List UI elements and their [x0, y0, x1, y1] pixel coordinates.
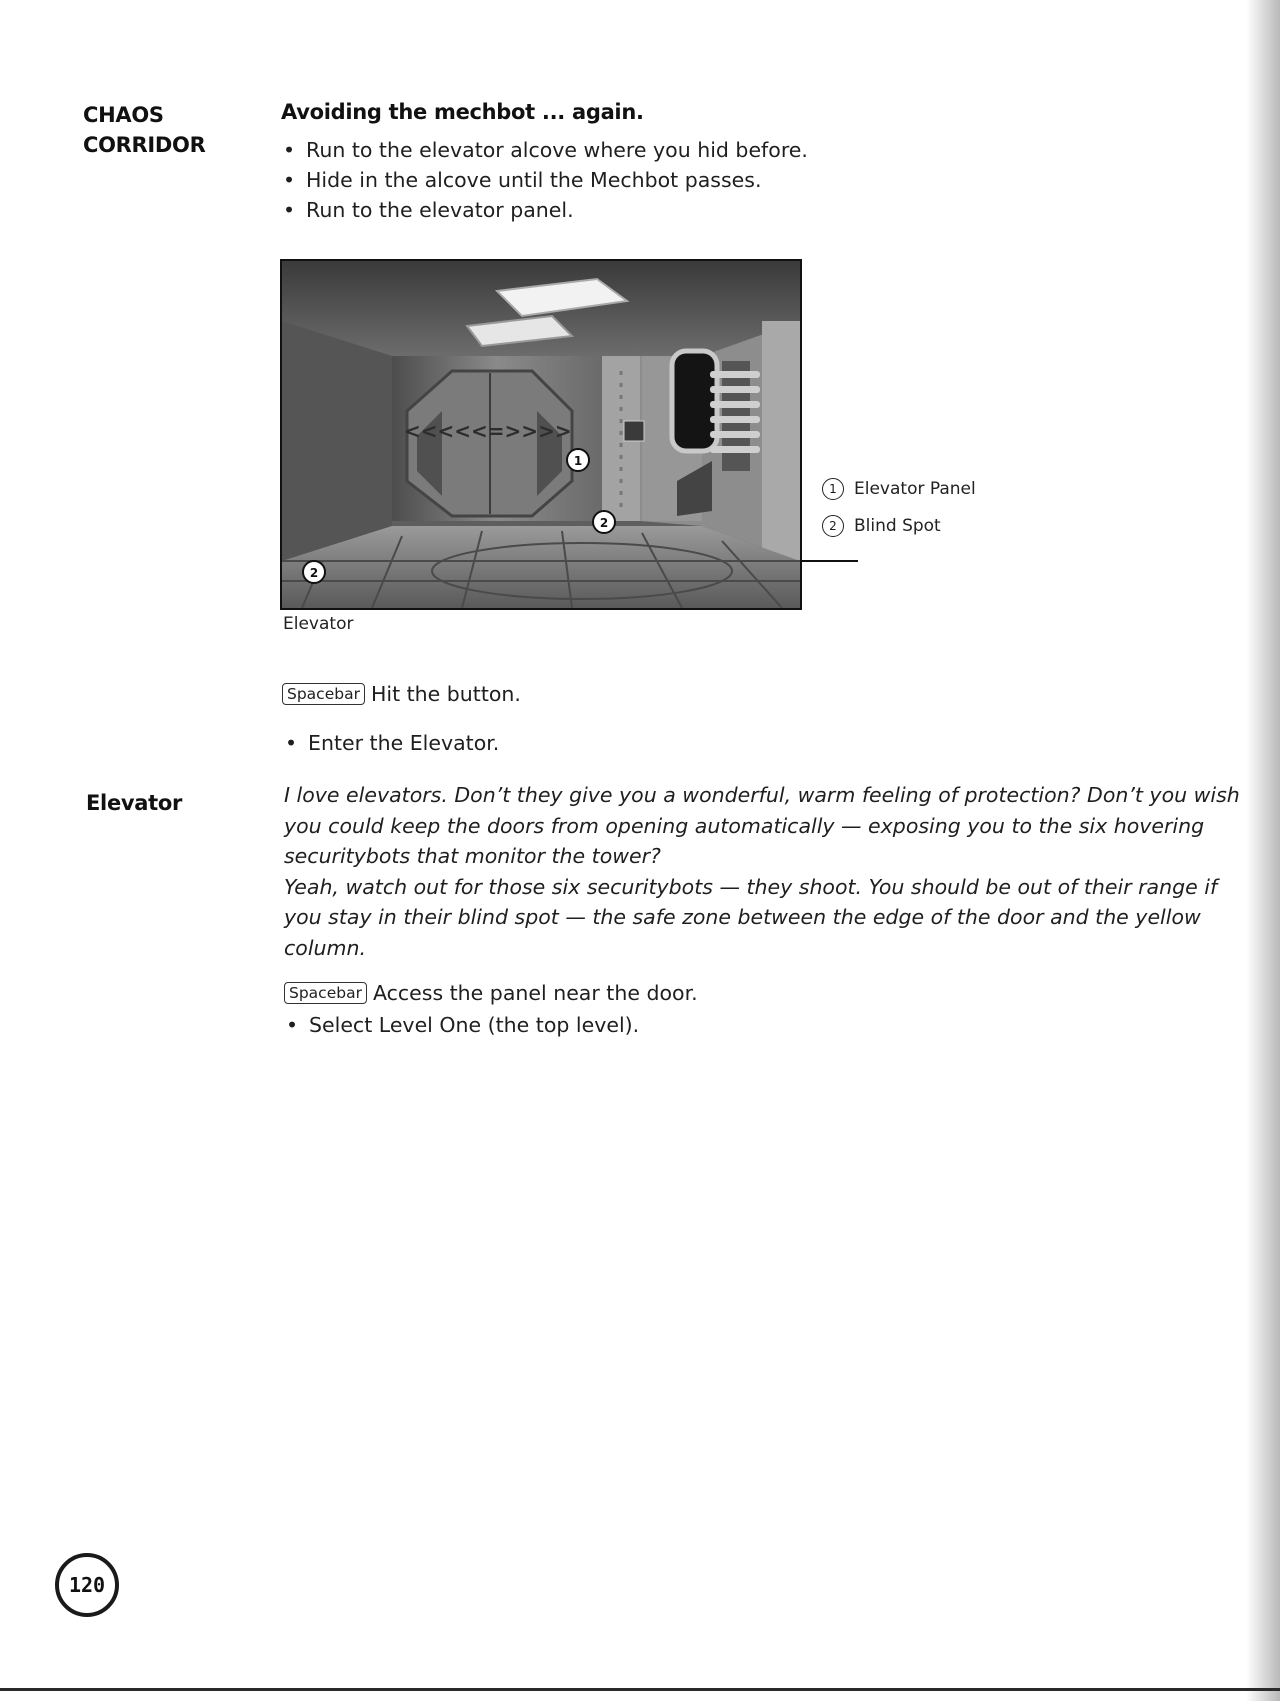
list-item: • Run to the elevator alcove where you hid before.	[281, 135, 1231, 165]
legend-label: Blind Spot	[854, 515, 941, 536]
step1-bullet-list	[283, 728, 499, 758]
marker-2-right	[593, 511, 615, 533]
legend-number-2: 2	[822, 515, 844, 537]
svg-text:2: 2	[309, 566, 319, 580]
side-heading-chaos-corridor	[83, 100, 205, 160]
list-item: • Select Level One (the top level).	[284, 1010, 639, 1040]
step-text: Access the panel near the door.	[372, 981, 698, 1005]
step-hit-button	[282, 682, 521, 706]
side-heading-elevator: Elevator	[86, 791, 183, 815]
side-heading-line2: CORRIDOR	[83, 133, 206, 157]
svg-text:1: 1	[573, 454, 583, 468]
step2-bullet-list	[284, 1010, 639, 1040]
subheading: Avoiding the mechbot ... again.	[281, 100, 644, 124]
bullet-list	[281, 135, 1231, 225]
elevator-description	[284, 780, 1244, 963]
list-item: • Run to the elevator panel.	[281, 195, 1231, 225]
step-text: Hit the button.	[370, 682, 521, 706]
side-heading-line1: CHAOS	[83, 103, 164, 127]
page-bottom-rule	[0, 1688, 1280, 1691]
elevator-scene-illustration	[282, 261, 800, 608]
paragraph: I love elevators. Don’t they give you a wonderful, warm feeling of protection? Don’t you wish you could keep the doors from opening automatically — exposing you to the six hovering securitybots that monitor the tower?	[284, 783, 1240, 868]
paragraph: Yeah, watch out for those six securitybots — they shoot. You should be out of their range if you stay in their blind spot — the safe zone between the edge of the door and the yellow column.	[284, 874, 1218, 960]
callout-leader-line	[800, 560, 858, 562]
legend-item-blind-spot	[822, 507, 976, 544]
spacebar-key: Spacebar	[284, 982, 367, 1004]
section-chaos-corridor	[281, 100, 1231, 225]
svg-text:2: 2	[599, 516, 609, 530]
step-access-panel	[284, 981, 698, 1005]
list-item: • Enter the Elevator.	[283, 728, 499, 758]
spacebar-key: Spacebar	[282, 683, 365, 705]
legend-label: Elevator Panel	[854, 478, 976, 499]
elevator-screenshot	[280, 259, 802, 610]
list-item: • Hide in the alcove until the Mechbot passes.	[281, 165, 1231, 195]
figure-caption: Elevator	[283, 614, 354, 634]
legend-item-elevator-panel	[822, 470, 976, 507]
page-edge-shadow	[1246, 0, 1280, 1701]
marker-2-left	[303, 561, 325, 583]
legend-number-1: 1	[822, 478, 844, 500]
page-number: 120	[55, 1553, 119, 1617]
svg-text:<<<<<=>>>>: <<<<<=>>>>	[404, 419, 572, 443]
figure-legend	[822, 470, 976, 544]
marker-1	[567, 449, 589, 471]
